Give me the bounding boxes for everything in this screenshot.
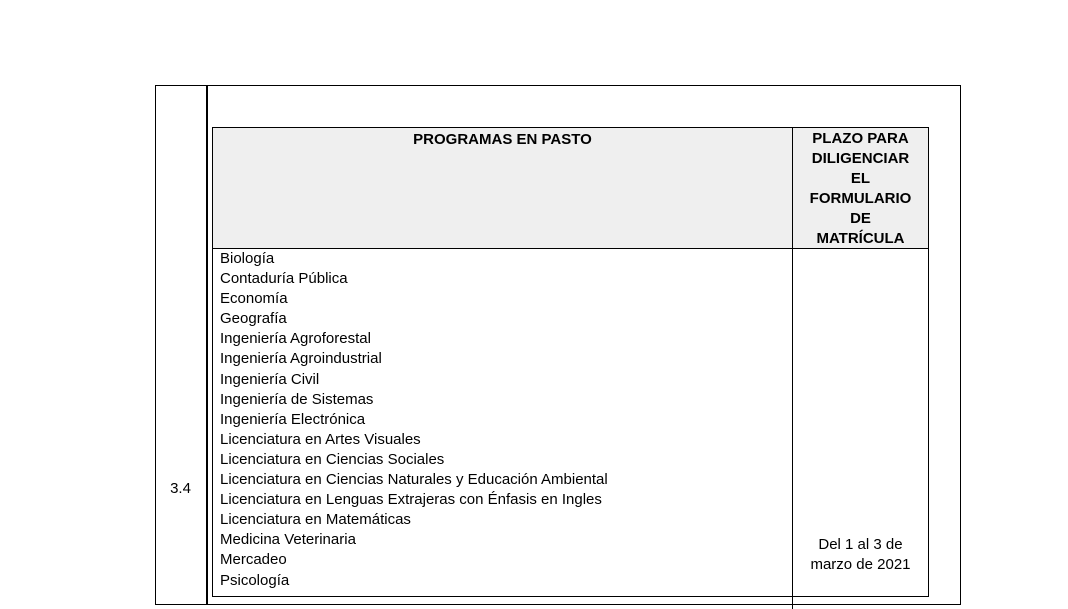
program-item: Mercadeo — [220, 551, 287, 569]
header-programs: PROGRAMAS EN PASTO — [213, 128, 793, 248]
program-item: Economía — [220, 290, 288, 308]
program-item: Geografía — [220, 310, 287, 328]
column-divider — [206, 85, 207, 605]
header-deadline-line: PLAZO PARA — [812, 130, 909, 147]
header-deadline — [793, 128, 928, 249]
header-deadline-line: DILIGENCIAR — [811, 150, 910, 167]
program-item: Biología — [220, 250, 275, 267]
programs-cell — [213, 249, 793, 609]
program-item: Contaduría Pública — [220, 270, 348, 288]
program-item: Licenciatura en Matemáticas — [220, 511, 411, 529]
program-item: Licenciatura en Lenguas Extrajeras con Énfasis en Ingles — [220, 491, 602, 509]
program-item: Licenciatura en Artes Visuales — [220, 430, 421, 448]
section-number: 3.4 — [170, 480, 191, 497]
section-number-column — [156, 86, 208, 604]
program-item: Ingeniería Agroforestal — [220, 330, 371, 348]
table-header-row — [213, 128, 928, 249]
program-item: Ingeniería de Sistemas — [220, 390, 374, 408]
programs-table — [212, 127, 929, 597]
program-item: Ingeniería Electrónica — [220, 410, 366, 428]
program-item: Ingeniería Civil — [220, 370, 320, 388]
header-deadline-line: MATRÍCULA — [816, 230, 905, 247]
deadline-text — [793, 535, 928, 575]
program-item: Licenciatura en Ciencias Sociales — [220, 450, 445, 468]
program-item: Ingeniería Agroindustrial — [220, 350, 382, 368]
program-item: Psicología — [220, 571, 290, 589]
deadline-cell — [793, 249, 928, 609]
header-deadline-line: DE — [850, 210, 871, 227]
header-deadline-line: FORMULARIO — [809, 190, 912, 207]
program-item: Licenciatura en Ciencias Naturales y Educación Ambiental — [220, 471, 608, 489]
deadline-line: Del 1 al 3 de — [818, 536, 903, 553]
header-deadline-line: EL — [850, 170, 871, 187]
program-item: Medicina Veterinaria — [220, 531, 356, 549]
deadline-line: marzo de 2021 — [810, 556, 911, 573]
